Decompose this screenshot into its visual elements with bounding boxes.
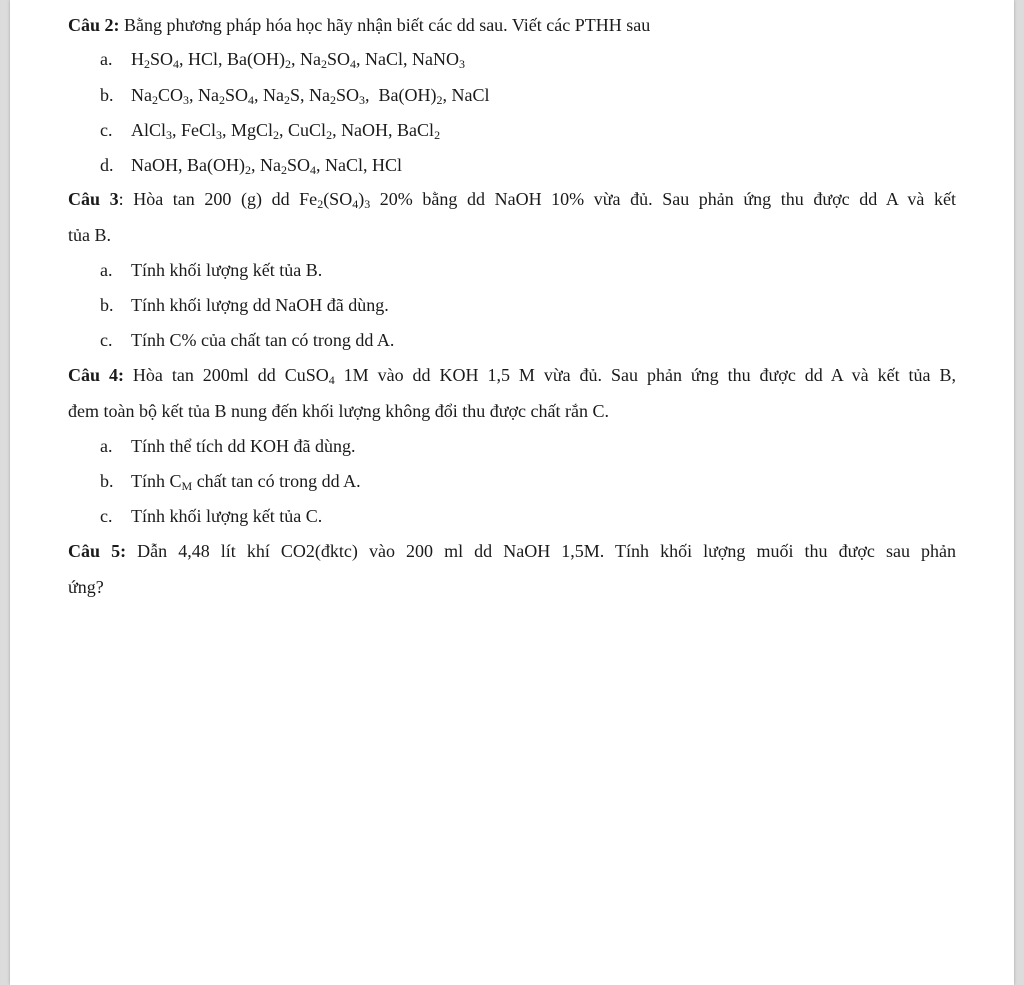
question-3-text: : Hòa tan 200 (g) dd $Fe_2(SO_4)_3$ 20% bằng dd NaOH 10% vừa đủ. Sau phản ứng thu được dd A và kết — [118, 189, 957, 211]
item-marker: a. — [100, 49, 113, 69]
question-5-text: Dẫn 4,48 lít khí CO2(đktc) vào 200 ml dd NaOH 1,5M. Tính khối lượng muối thu được sau phản — [126, 541, 956, 561]
question-3-line-1 — [68, 188, 956, 210]
document-page — [10, 0, 1014, 985]
item-text: Tính khối lượng kết tủa B. — [131, 260, 323, 280]
question-2-heading — [68, 14, 650, 36]
question-3-line-2: tủa B. — [68, 225, 111, 245]
item-text: Tính thể tích dd KOH đã dùng. — [131, 436, 356, 456]
item-marker: c. — [100, 120, 113, 140]
item-text: AlCl$_3$, FeCl$_3$, MgCl$_2$, CuCl$_2$, NaOH, BaCl$_2$ — [131, 120, 441, 142]
item-marker: c. — [100, 506, 113, 526]
item-text: NaOH, $Ba(OH)_2$, $Na_2SO_4$, NaCl, HCl — [131, 155, 402, 177]
question-5-line-2: ứng? — [68, 577, 104, 597]
question-2-label: Câu 2: — [68, 15, 120, 35]
question-3-label: Câu 3 — [68, 189, 119, 209]
question-4-line-1 — [68, 364, 956, 386]
question-4-label: Câu 4: — [68, 365, 124, 385]
question-4-text: Hòa tan 200ml dd CuSO$_4$ 1M vào dd KOH 1,5 M vừa đủ. Sau phản ứng thu được dd A và kết tủa B, — [123, 365, 956, 387]
item-text: $Na_2CO_3$, $Na_2SO_4$, $Na_2S$, $Na_2SO_3$, $Ba(OH)_2$, NaCl — [131, 85, 490, 107]
question-4-line-2: đem toàn bộ kết tủa B nung đến khối lượng không đổi thu được chất rắn C. — [68, 401, 609, 421]
question-2-text: Bằng phương pháp hóa học hãy nhận biết các dd sau. Viết các PTHH sau — [124, 15, 651, 35]
item-marker: b. — [100, 295, 114, 315]
item-text: Tính khối lượng kết tủa C. — [131, 506, 323, 526]
item-marker: d. — [100, 155, 114, 175]
item-text: Tính khối lượng dd NaOH đã dùng. — [131, 295, 389, 315]
item-marker: a. — [100, 436, 113, 456]
item-marker: c. — [100, 330, 113, 350]
item-marker: b. — [100, 85, 114, 105]
item-text: Tính C% của chất tan có trong dd A. — [131, 330, 395, 350]
question-5-line-1 — [68, 540, 956, 562]
item-text: Tính $C_M$ chất tan có trong dd A. — [131, 471, 361, 493]
item-text: $H_2SO_4$, HCl, $Ba(OH)_2$, $Na_2SO_4$, NaCl, NaNO$_3$ — [131, 49, 466, 71]
question-5-label: Câu 5: — [68, 541, 127, 561]
item-marker: a. — [100, 260, 113, 280]
item-marker: b. — [100, 471, 114, 491]
